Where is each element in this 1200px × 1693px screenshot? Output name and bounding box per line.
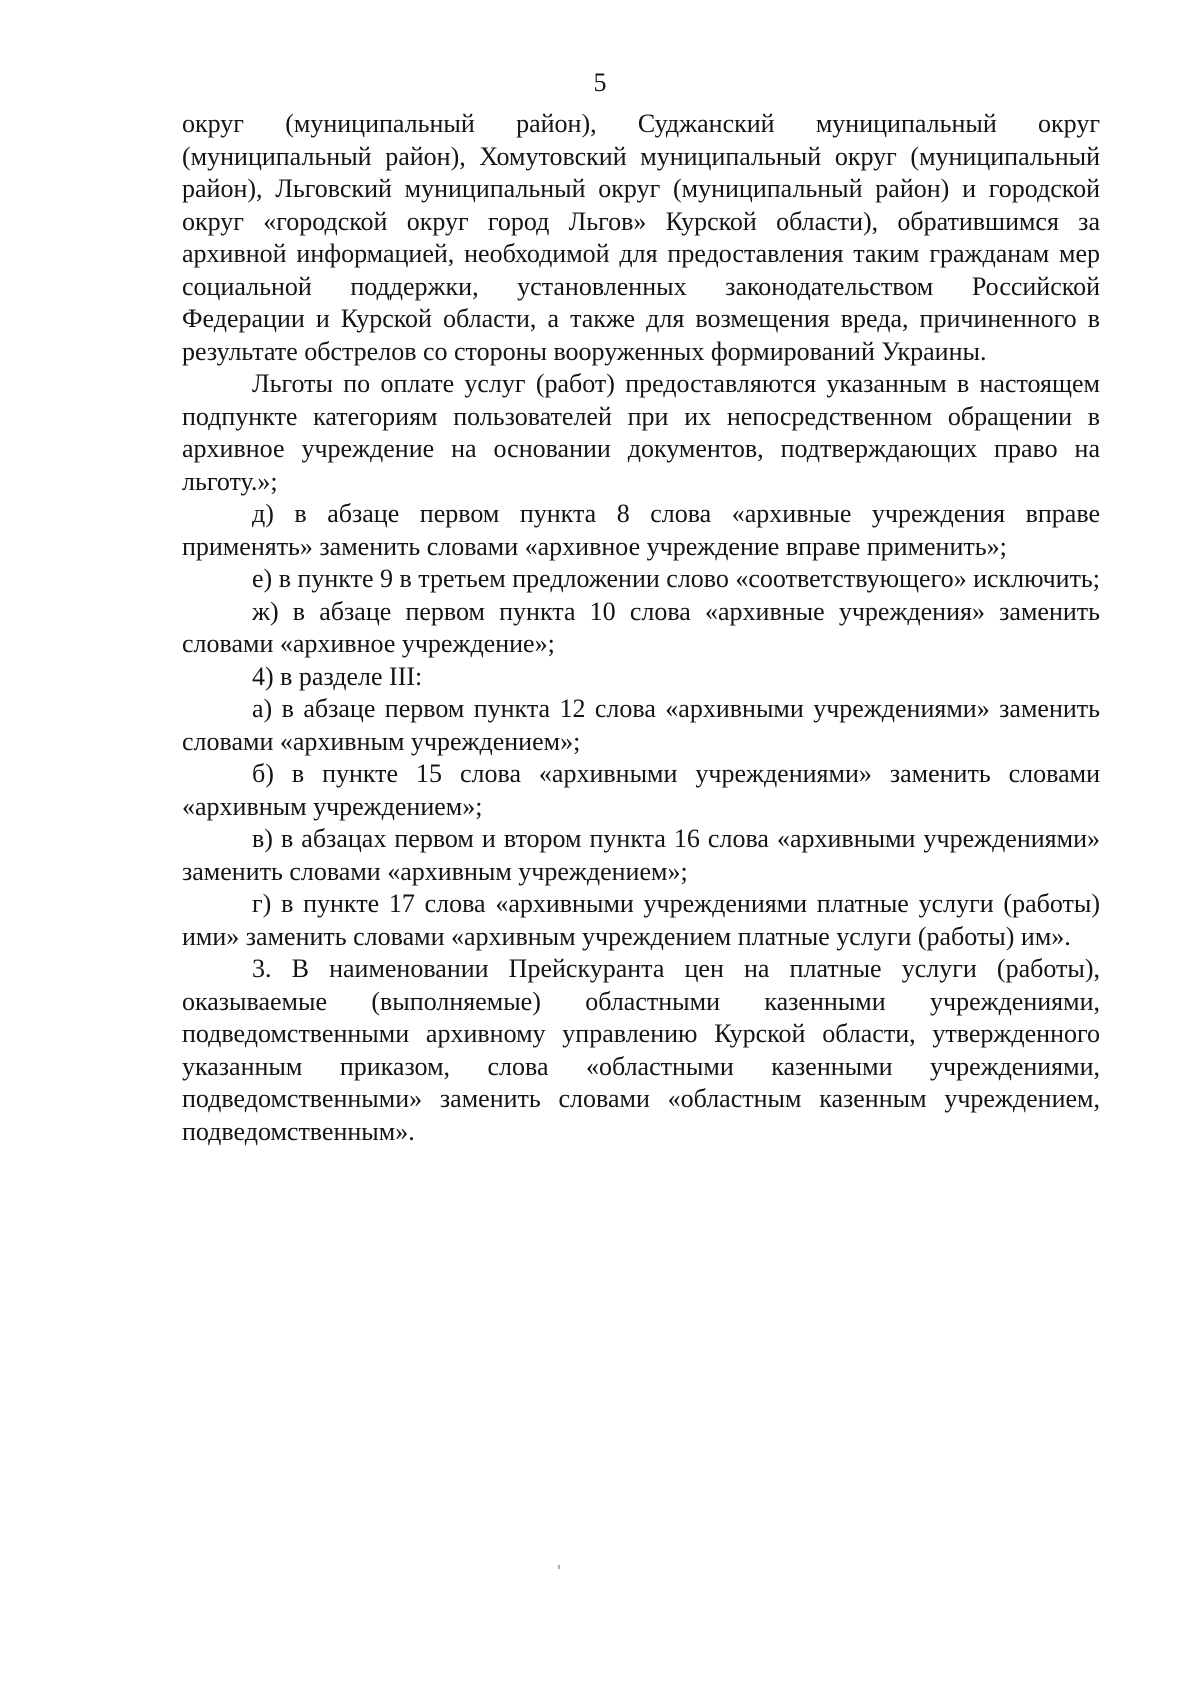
paragraph-item-a: а) в абзаце первом пункта 12 слова «архивными учреждениями» заменить словами «архивным учреждением»;: [182, 694, 1100, 756]
paragraph-continuation: округ (муниципальный район), Суджанский муниципальный округ (муниципальный район), Хомутовский муниципальный округ (муниципальный район), Льговский муниципальный округ (муниципальный район) и городской округ «городской округ город Льгов» Курской области), обратившимся за архивной информацией, необходимой для предоставления таким гражданам мер социальной поддержки, установленных законодательством Российской Федерации и Курской области, а также для возмещения вреда, причиненного в результате обстрелов со стороны вооруженных формирований Украины.: [182, 109, 1100, 366]
paragraph-item-e: е) в пункте 9 в третьем предложении слово «соответствующего» исключить;: [252, 564, 1101, 593]
paragraph-section-4: 4) в разделе III:: [252, 661, 423, 691]
scan-speck: [558, 1565, 560, 1569]
paragraph-item-d: д) в абзаце первом пункта 8 слова «архивные учреждения вправе применять» заменить словами «архивное учреждение вправе применить»;: [182, 499, 1100, 561]
document-body: [182, 108, 1100, 1148]
page-number: 5: [593, 68, 607, 97]
paragraph-point-3: 3. В наименовании Прейскуранта цен на платные услуги (работы), оказываемые (выполняемые) областными казенными учреждениями, подведомственными архивному управлению Курской области, утвержденного указанным приказом, слова «областными казенными учреждениями, подведомственными» заменить словами «областным казенным учреждением, подведомственным».: [182, 954, 1100, 1146]
paragraph-item-b: б) в пункте 15 слова «архивными учреждениями» заменить словами «архивным учреждением»;: [182, 759, 1100, 821]
paragraph-item-g: г) в пункте 17 слова «архивными учреждениями платные услуги (работы) ими» заменить словами «архивным учреждением платные услуги (работы) им».: [182, 889, 1100, 951]
paragraph-item-zh: ж) в абзаце первом пункта 10 слова «архивные учреждения» заменить словами «архивное учреждение»;: [182, 596, 1100, 658]
paragraph-item-v: в) в абзацах первом и втором пункта 16 слова «архивными учреждениями» заменить словами «архивным учреждением»;: [182, 824, 1100, 886]
paragraph-benefits: Льготы по оплате услуг (работ) предоставляются указанным в настоящем подпункте категориям пользователей при их непосредственном обращении в архивное учреждение на основании документов, подтверждающих право на льготу.»;: [182, 369, 1100, 496]
